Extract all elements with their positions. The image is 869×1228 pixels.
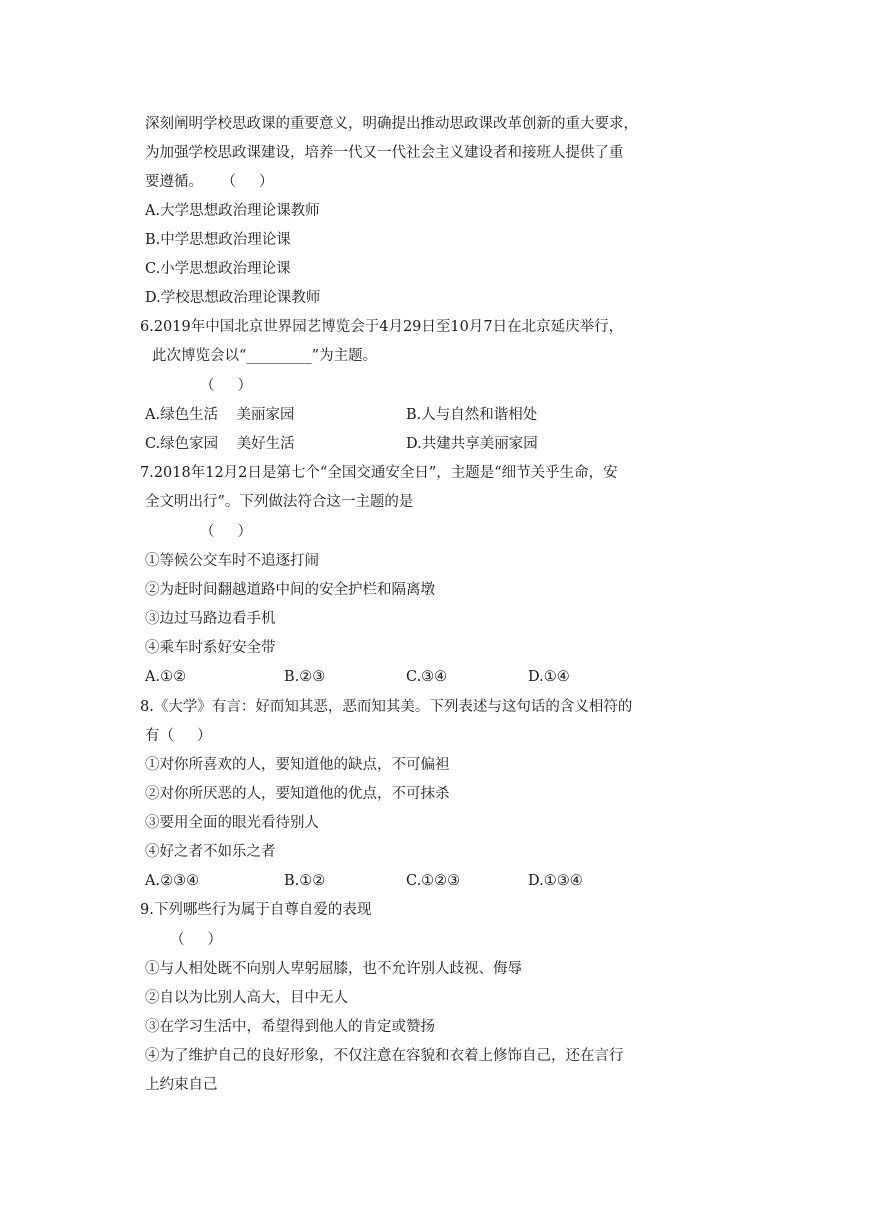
option-d: D.①④ <box>528 669 570 685</box>
question-stem: 7.2018年12月2日是第七个“全国交通安全日”，主题是“细节关乎生命，安 <box>140 465 618 481</box>
answer-parentheses: （ ） <box>200 524 253 540</box>
option-c: C.①②③ <box>406 873 461 889</box>
statement-item: ③边过马路边看手机 <box>145 611 276 627</box>
statement-item: ④好之者不如乐之者 <box>145 844 276 860</box>
option-a: A.①② <box>145 669 187 685</box>
option-c: C.小学思想政治理论课 <box>145 261 291 277</box>
question-stem-line: 全文明出行”。下列做法符合这一主题的是 <box>145 494 414 510</box>
statement-item: ②对你所厌恶的人，要知道他的优点，不可抹杀 <box>145 786 450 802</box>
question-text-line: 要遵循。 （ ） <box>145 174 274 190</box>
option-b: B.中学思想政治理论课 <box>145 232 291 248</box>
question-stem-line: 此次博览会以“_________”为主题。 <box>152 348 378 364</box>
statement-item: ④为了维护自己的良好形象，不仅注意在容貌和衣着上修饰自己，还在言行 <box>145 1048 624 1064</box>
question-stem-line: 有（ ） <box>145 728 212 744</box>
statement-item: ①等候公交车时不追逐打闹 <box>145 553 319 569</box>
statement-item: ①与人相处既不向别人卑躬屈膝，也不允许别人歧视、侮辱 <box>145 961 522 977</box>
option-c: C.③④ <box>406 669 448 685</box>
question-text-line: 深刻阐明学校思政课的重要意义，明确提出推动思政课改革创新的重大要求， <box>145 116 638 132</box>
option-a: A.②③④ <box>145 873 200 889</box>
statement-item: ③在学习生活中，希望得到他人的肯定或赞扬 <box>145 1019 435 1035</box>
statement-item-continuation: 上约束自己 <box>145 1077 218 1093</box>
answer-parentheses: （ ） <box>200 378 253 394</box>
option-d: D.共建共享美丽家园 <box>406 436 538 452</box>
question-stem: 6.2019年中国北京世界园艺博览会于4月29日至10月7日在北京延庆举行， <box>140 319 624 335</box>
statement-item: ②自以为比别人高大，目中无人 <box>145 990 348 1006</box>
question-stem: 9.下列哪些行为属于自尊自爱的表现 <box>140 902 372 918</box>
option-c: C.绿色家园 美好生活 <box>145 436 295 452</box>
statement-item: ②为赶时间翻越道路中间的安全护栏和隔离墩 <box>145 582 435 598</box>
answer-parentheses: （ ） <box>170 932 223 948</box>
question-text-line: 为加强学校思政课建设，培养一代又一代社会主义建设者和接班人提供了重 <box>145 145 624 161</box>
option-b: B.②③ <box>284 669 326 685</box>
statement-item: ③要用全面的眼光看待别人 <box>145 815 319 831</box>
option-a: A.绿色生活 美丽家园 <box>145 407 295 423</box>
question-stem: 8.《大学》有言：好而知其恶，恶而知其美。下列表述与这句话的含义相符的 <box>140 699 633 715</box>
option-b: B.人与自然和谐相处 <box>406 407 538 423</box>
option-d: D.①③④ <box>528 873 583 889</box>
option-a: A.大学思想政治理论课教师 <box>145 203 320 219</box>
option-b: B.①② <box>284 873 326 889</box>
option-d: D.学校思想政治理论课教师 <box>145 290 321 306</box>
statement-item: ④乘车时系好安全带 <box>145 640 276 656</box>
statement-item: ①对你所喜欢的人，要知道他的缺点，不可偏袒 <box>145 757 450 773</box>
